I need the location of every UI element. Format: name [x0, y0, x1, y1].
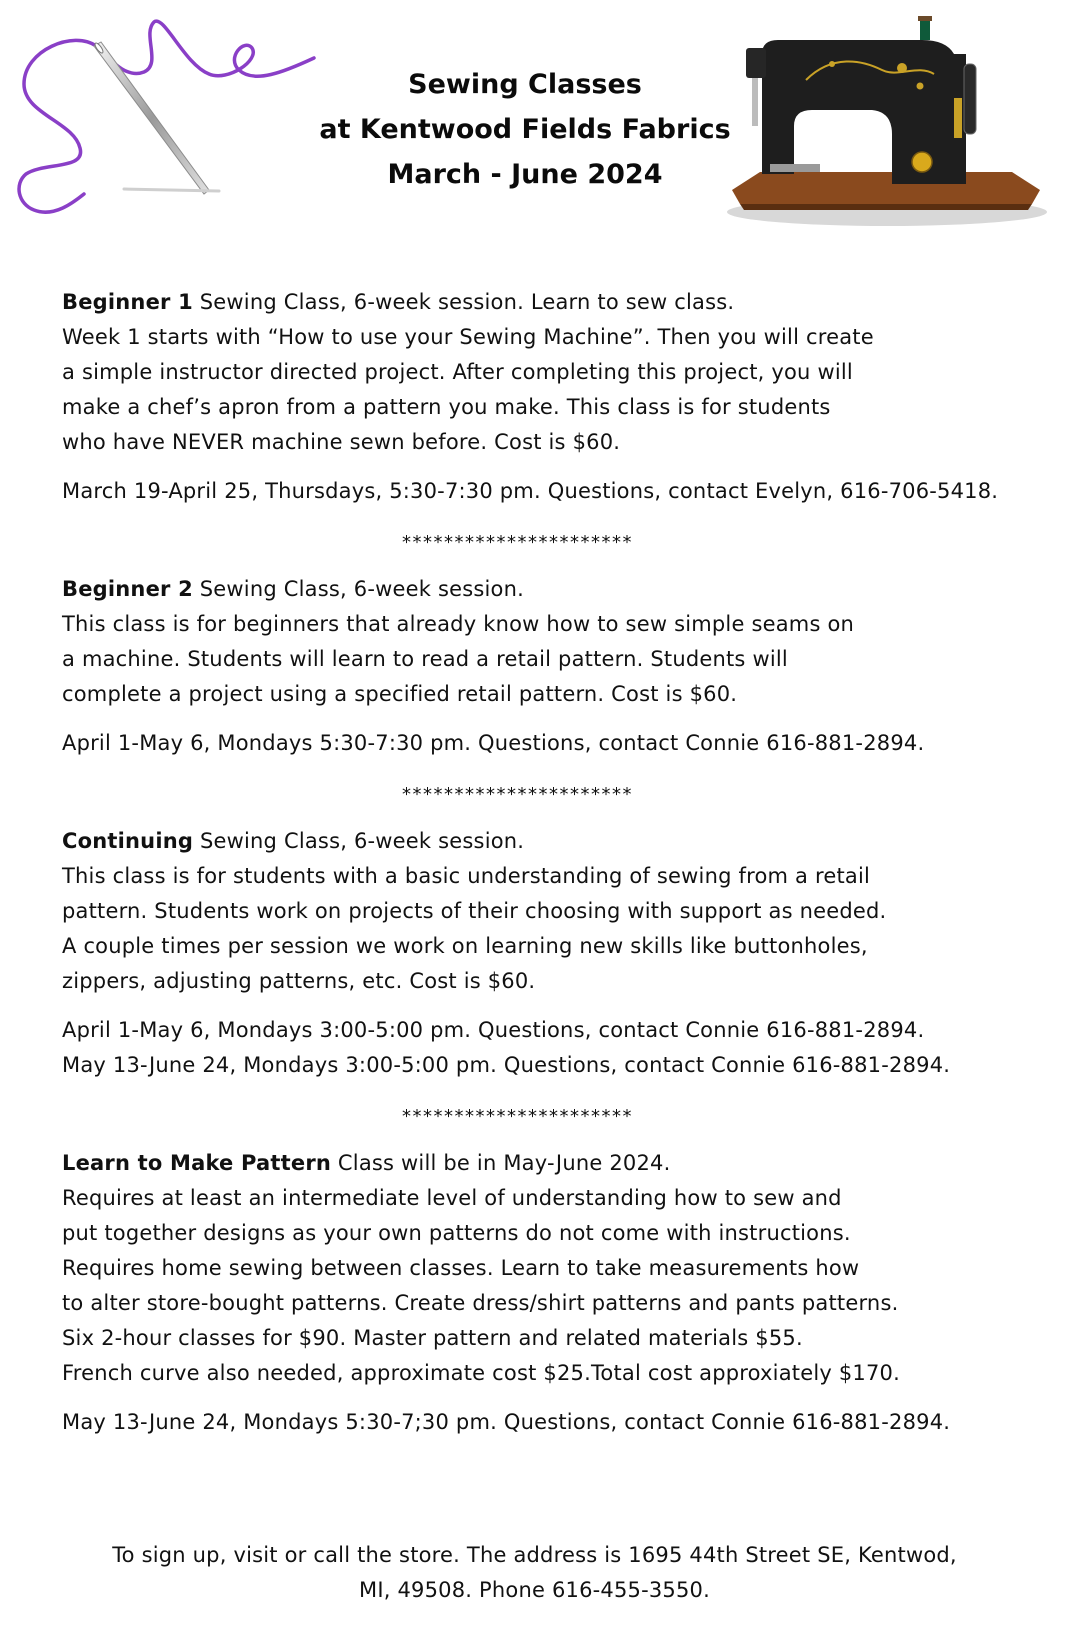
schedule-line: April 1-May 6, Mondays 3:00-5:00 pm. Questions, contact Connie 616-881-2894. — [62, 1018, 925, 1042]
description-line: Requires home sewing between classes. Learn to take measurements how — [62, 1256, 860, 1280]
schedule-line: May 13-June 24, Mondays 3:00-5:00 pm. Questions, contact Connie 616-881-2894. — [62, 1053, 951, 1077]
description-line: who have NEVER machine sewn before. Cost is $60. — [62, 430, 621, 454]
class-learn-to-make-pattern — [62, 1146, 1022, 1440]
classes-content — [62, 285, 1022, 1440]
class-continuing — [62, 824, 1022, 1083]
description-line: complete a project using a specified retail pattern. Cost is $60. — [62, 682, 738, 706]
description-line: a machine. Students will learn to read a retail pattern. Students will — [62, 647, 788, 671]
class-heading — [62, 285, 1022, 320]
description-line: A couple times per session we work on learning new skills like buttonholes, — [62, 934, 868, 958]
description-line: Six 2-hour classes for $90. Master pattern and related materials $55. — [62, 1326, 803, 1350]
class-intro: Sewing Class, 6-week session. — [193, 829, 525, 853]
schedule-line: May 13-June 24, Mondays 5:30-7;30 pm. Questions, contact Connie 616-881-2894. — [62, 1410, 951, 1434]
class-beginner-1 — [62, 285, 1022, 509]
description-line: make a chef’s apron from a pattern you make. This class is for students — [62, 395, 831, 419]
class-name: Learn to Make Pattern — [62, 1151, 332, 1175]
description-line: This class is for students with a basic understanding of sewing from a retail — [62, 864, 871, 888]
title-line-2: at Kentwood Fields Fabrics — [319, 114, 731, 145]
sewing-machine-icon — [722, 14, 1052, 232]
class-heading — [62, 572, 1022, 607]
class-intro: Class will be in May-June 2024. — [331, 1151, 671, 1175]
class-heading — [62, 824, 1022, 859]
description-line: a simple instructor directed project. After completing this project, you will — [62, 360, 853, 384]
description-line: put together designs as your own patterns do not come with instructions. — [62, 1221, 851, 1245]
description-line: to alter store-bought patterns. Create dress/shirt patterns and pants patterns. — [62, 1291, 899, 1315]
class-name: Beginner 1 — [62, 290, 193, 314]
footer-line-1: To sign up, visit or call the store. The address is 1695 44th Street SE, Kentwod, — [112, 1543, 957, 1567]
schedule-line: April 1-May 6, Mondays 5:30-7:30 pm. Questions, contact Connie 616-881-2894. — [62, 731, 925, 755]
schedule-line: March 19-April 25, Thursdays, 5:30-7:30 pm. Questions, contact Evelyn, 616-706-5418. — [62, 479, 999, 503]
flyer-title — [260, 62, 790, 197]
class-beginner-2 — [62, 572, 1022, 761]
section-separator: ********************** — [402, 1106, 633, 1127]
description-line: French curve also needed, approximate cost $25.Total cost approxiately $170. — [62, 1361, 900, 1385]
description-line: pattern. Students work on projects of their choosing with support as needed. — [62, 899, 887, 923]
flyer-header — [0, 0, 1069, 240]
signup-footer — [0, 1538, 1069, 1608]
title-line-1: Sewing Classes — [408, 69, 642, 100]
description-line: Requires at least an intermediate level of understanding how to sew and — [62, 1186, 842, 1210]
section-separator: ********************** — [402, 532, 633, 553]
description-line: This class is for beginners that already know how to sew simple seams on — [62, 612, 855, 636]
class-heading — [62, 1146, 1022, 1181]
class-name: Beginner 2 — [62, 577, 193, 601]
footer-line-2: MI, 49508. Phone 616-455-3550. — [359, 1578, 710, 1602]
section-separator: ********************** — [402, 784, 633, 805]
description-line: zippers, adjusting patterns, etc. Cost is $60. — [62, 969, 536, 993]
class-intro: Sewing Class, 6-week session. Learn to sew class. — [192, 290, 735, 314]
title-line-3: March - June 2024 — [387, 159, 663, 190]
description-line: Week 1 starts with “How to use your Sewing Machine”. Then you will create — [62, 325, 874, 349]
class-intro: Sewing Class, 6-week session. — [192, 577, 524, 601]
class-name: Continuing — [62, 829, 194, 853]
